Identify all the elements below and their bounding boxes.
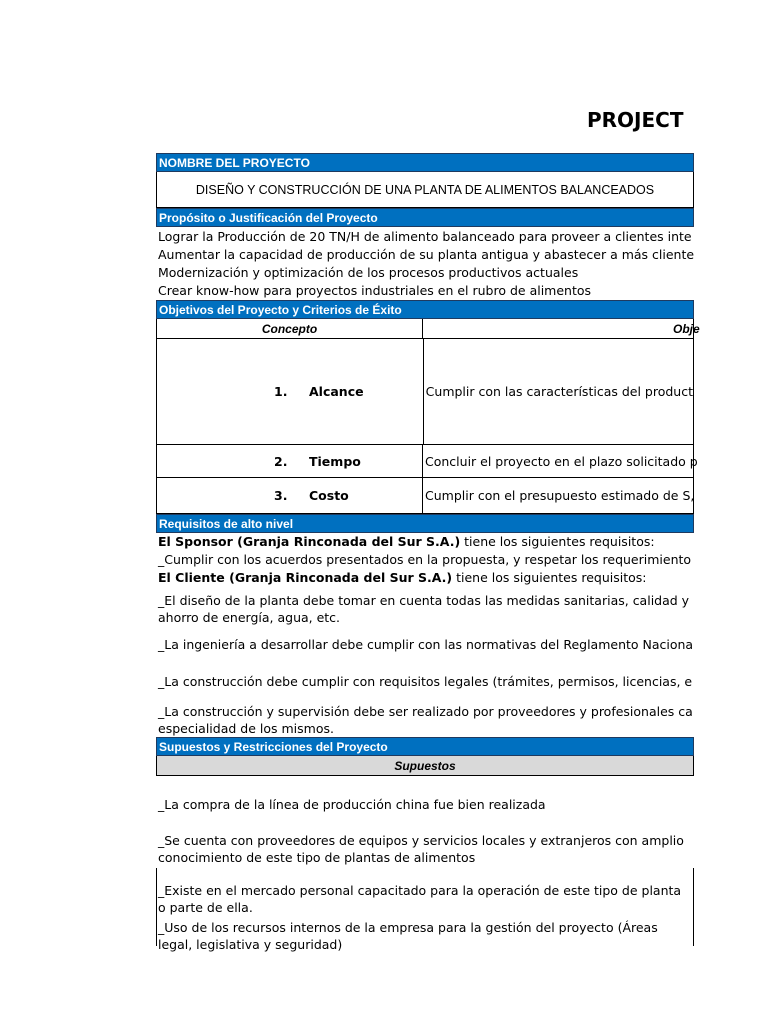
- objetivo-text: Concluir el proyecto en el plazo solicitado p: [425, 454, 698, 469]
- supuestos-sub-header: Supuestos: [156, 756, 694, 776]
- objetivo-label: Costo: [309, 488, 349, 503]
- project-name-cell: DISEÑO Y CONSTRUCCIÓN DE UNA PLANTA DE ALIMENTOS BALANCEADOS: [156, 172, 694, 208]
- section-header-requisitos: Requisitos de alto nivel: [156, 514, 694, 533]
- objetivo-text: Cumplir con el presupuesto estimado de S,: [425, 488, 695, 503]
- cliente-requirement-2: _La ingeniería a desarrollar debe cumplir con las normativas del Reglamento Naciona: [158, 637, 694, 652]
- objetivo-row-tiempo: [156, 445, 698, 478]
- right-border-line: [693, 868, 694, 946]
- column-header-concepto: Concepto: [157, 319, 423, 338]
- supuesto-3b: o parte de ella.: [158, 900, 253, 915]
- supuesto-2a: _Se cuenta con proveedores de equipos y servicios locales y extranjeros con amplio: [158, 833, 684, 848]
- objetivo-row-costo: [156, 478, 694, 514]
- proposito-line-3: Modernización y optimización de los procesos productivos actuales: [158, 265, 579, 280]
- column-header-objetivo: Obje: [673, 322, 700, 336]
- project-charter-sheet: [156, 153, 700, 953]
- objetivo-text: Cumplir con las características del product: [425, 384, 693, 399]
- supuesto-2b: conocimiento de este tipo de plantas de alimentos: [158, 850, 476, 865]
- cliente-rest: tiene los siguientes requisitos:: [452, 570, 647, 585]
- proposito-line-4: Crear know-how para proyectos industriales en el rubro de alimentos: [158, 283, 592, 298]
- objetivo-concept-cell: [157, 445, 423, 477]
- cliente-requirement-3: _La construcción debe cumplir con requisitos legales (trámites, permisos, licencias, e: [158, 674, 693, 689]
- objetivo-number: 3.: [274, 488, 288, 503]
- cliente-requirement-1b: ahorro de energía, agua, etc.: [158, 610, 341, 625]
- objetivo-concept-cell: [157, 478, 423, 513]
- supuesto-4a: _Uso de los recursos internos de la empresa para la gestión del proyecto (Áreas: [158, 920, 658, 935]
- proposito-line-1: Lograr la Producción de 20 TN/H de alimento balanceado para proveer a clientes inte: [158, 229, 692, 244]
- cliente-requirement-4a: _La construcción y supervisión debe ser realizado por proveedores y profesionales ca: [158, 704, 693, 719]
- section-header-supuestos: Supuestos y Restricciones del Proyecto: [156, 737, 694, 756]
- cliente-name: El Cliente (Granja Rinconada del Sur S.A.): [158, 570, 453, 585]
- objetivo-number: 1.: [274, 384, 288, 399]
- sponsor-requirement: _Cumplir con los acuerdos presentados en la propuesta, y respetar los requerimiento: [158, 552, 692, 567]
- objetivo-label: Tiempo: [309, 454, 361, 469]
- cliente-requirement-1a: _El diseño de la planta debe tomar en cuenta todas las medidas sanitarias, calidad y: [158, 593, 690, 608]
- objetivo-number: 2.: [274, 454, 288, 469]
- left-border-line: [156, 868, 157, 946]
- objetivo-concept-cell: [157, 339, 424, 444]
- supuesto-3a: _Existe en el mercado personal capacitado para la operación de este tipo de planta: [158, 883, 682, 898]
- sponsor-line: [156, 533, 694, 551]
- cliente-line: [156, 569, 694, 587]
- document-title: PROJECT: [587, 108, 684, 132]
- section-header-objetivos: Objetivos del Proyecto y Criterios de Éxito: [156, 300, 694, 319]
- objetivo-label: Alcance: [309, 384, 364, 399]
- objetivos-column-headers: [156, 319, 700, 339]
- sponsor-rest: tiene los siguientes requisitos:: [460, 534, 655, 549]
- supuesto-4b: legal, legislativa y seguridad): [158, 937, 343, 952]
- sponsor-name: El Sponsor (Granja Rinconada del Sur S.A.): [158, 534, 461, 549]
- objetivo-row-alcance: [156, 339, 694, 445]
- cliente-requirement-4b: especialidad de los mismos.: [158, 721, 334, 736]
- supuesto-1: _La compra de la línea de producción china fue bien realizada: [158, 797, 546, 812]
- section-header-proposito: Propósito o Justificación del Proyecto: [156, 208, 694, 227]
- section-header-nombre: NOMBRE DEL PROYECTO: [156, 153, 694, 172]
- proposito-line-2: Aumentar la capacidad de producción de su planta antigua y abastecer a más cliente: [158, 247, 695, 262]
